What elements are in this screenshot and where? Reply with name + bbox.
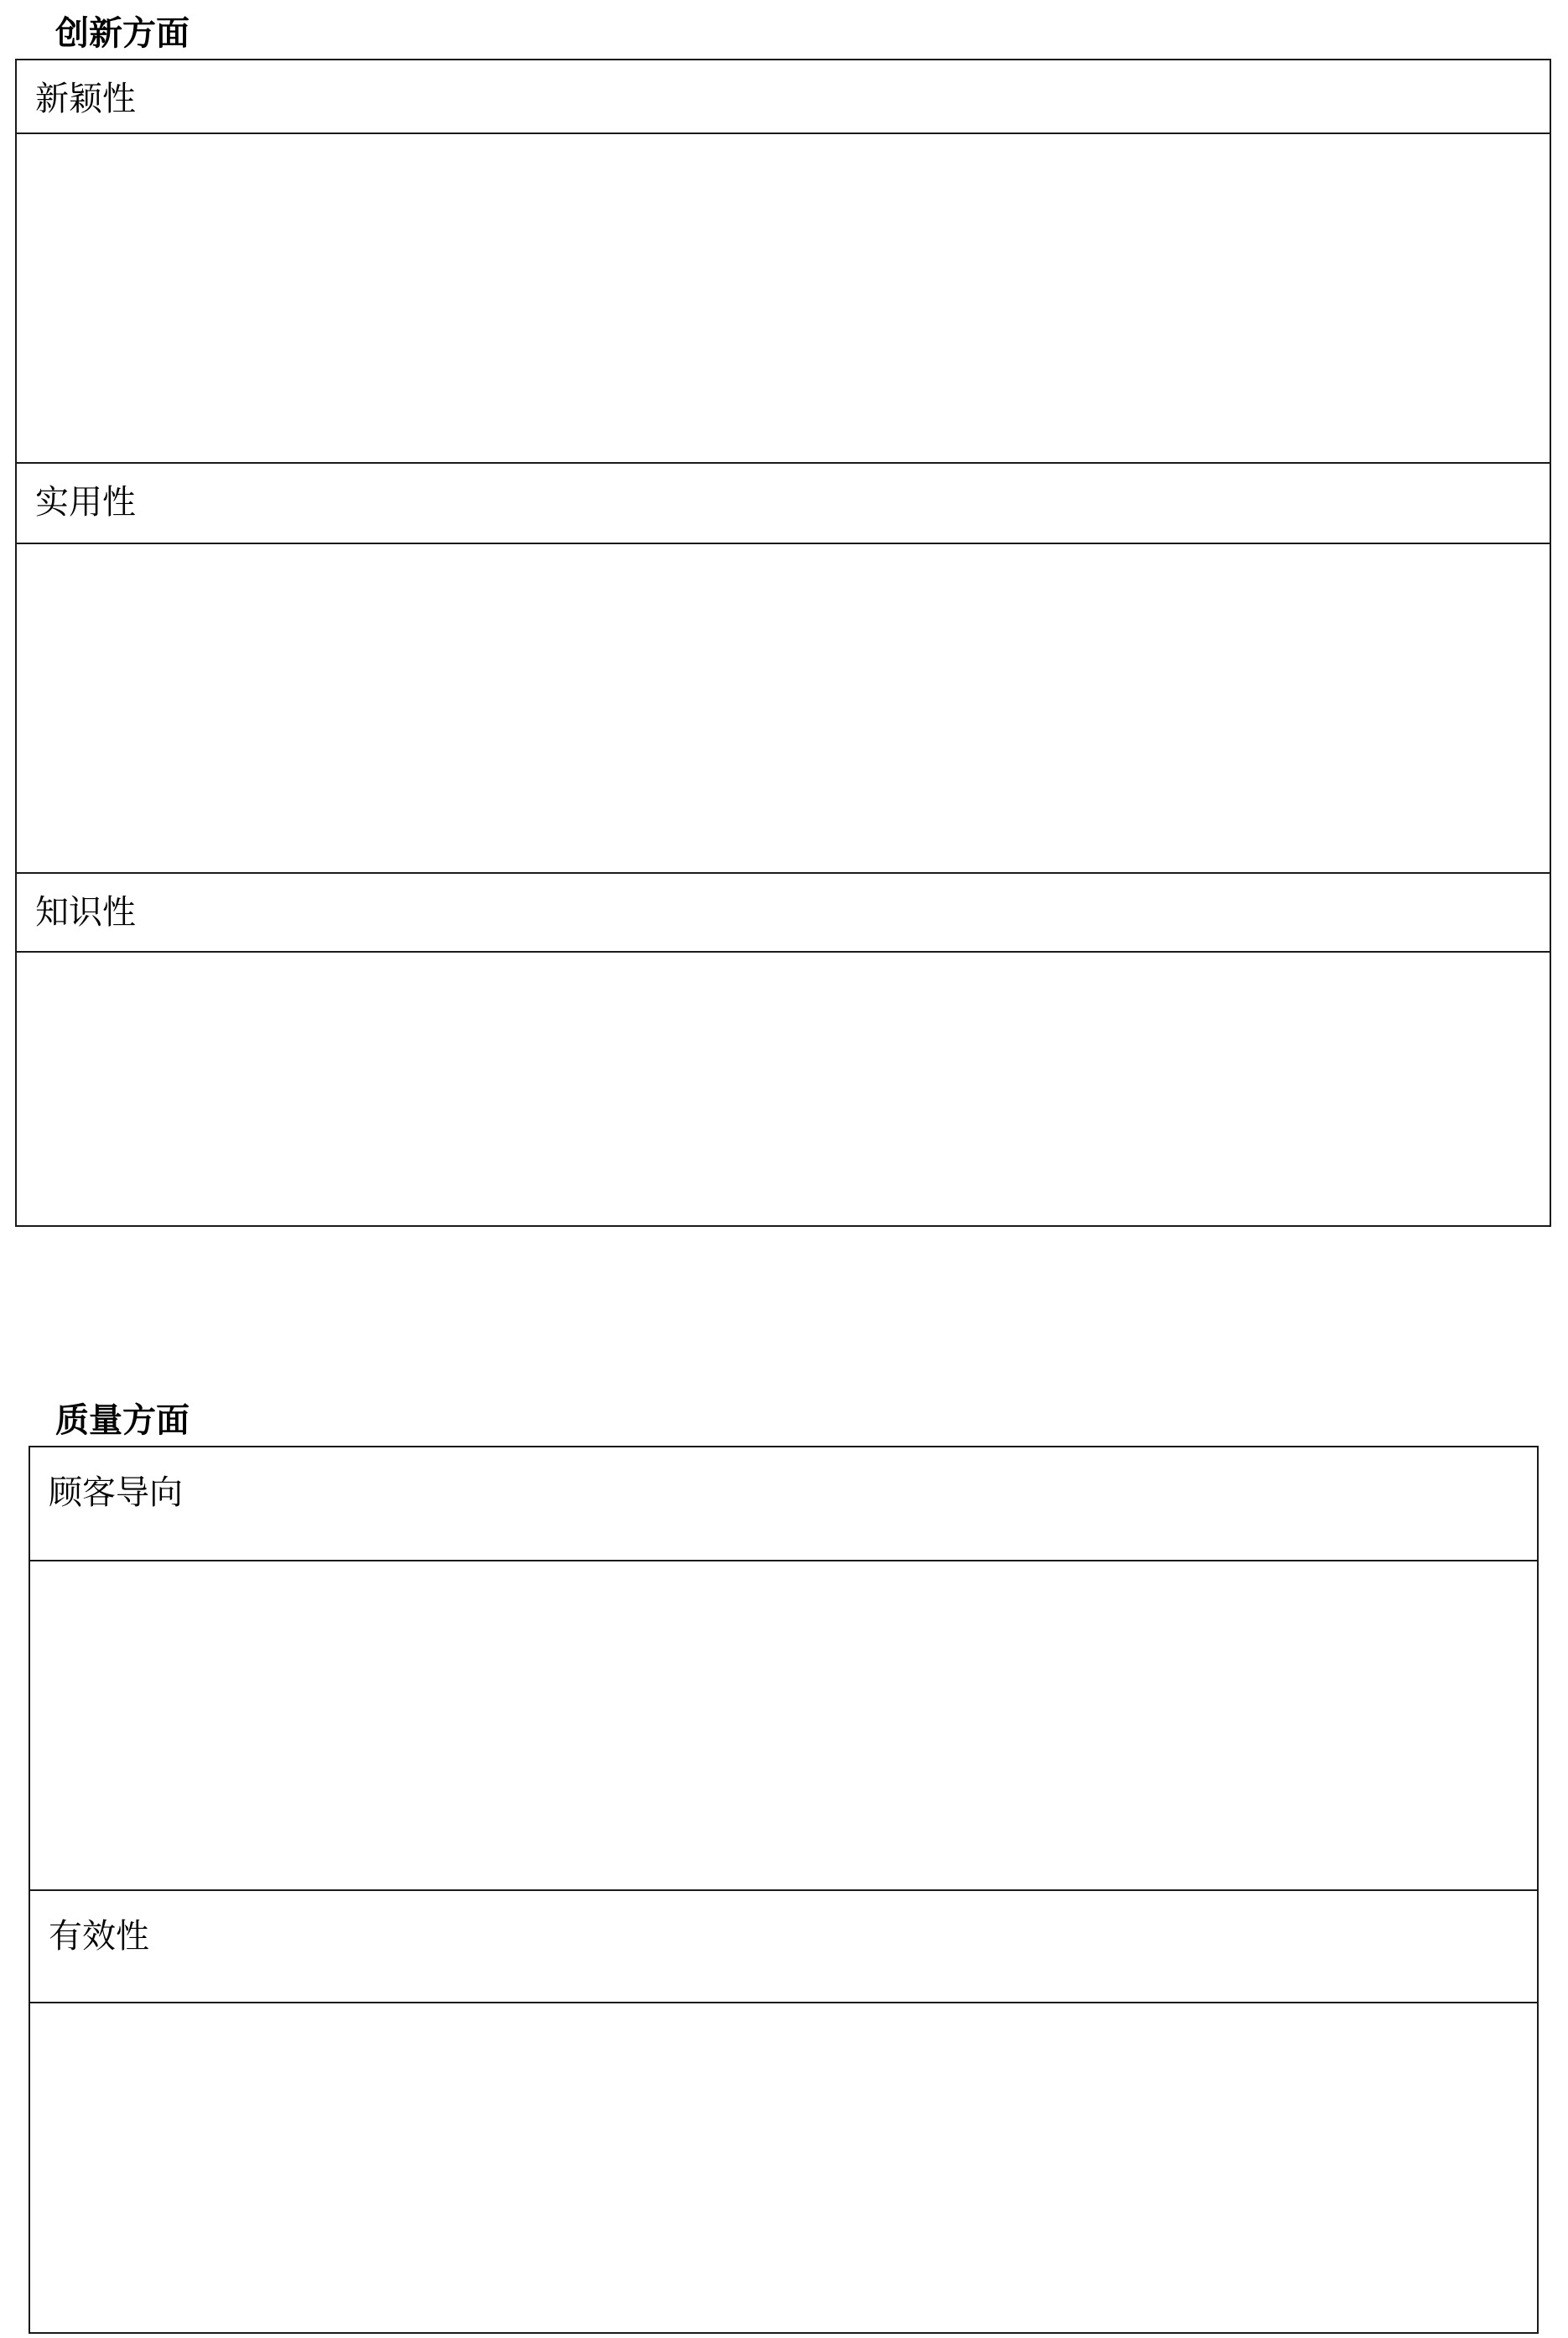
customer-orientation-label: 顾客导向 [49, 1473, 183, 1512]
practicality-label-row [17, 462, 1550, 543]
effectiveness-label: 有效性 [49, 1917, 149, 1956]
customer-orientation-label-row [30, 1447, 1537, 1560]
innovation-heading: 创新方面 [55, 13, 190, 53]
innovation-form [15, 59, 1551, 1227]
novelty-label: 新颖性 [35, 80, 136, 118]
knowledge-label: 知识性 [35, 893, 136, 932]
effectiveness-answer-area[interactable] [30, 2002, 1537, 2332]
practicality-label: 实用性 [35, 483, 136, 522]
quality-heading: 质量方面 [55, 1400, 190, 1440]
customer-orientation-answer-area[interactable] [30, 1560, 1537, 1889]
knowledge-label-row [17, 872, 1550, 951]
novelty-answer-area[interactable] [17, 132, 1550, 462]
effectiveness-label-row [30, 1889, 1537, 2002]
quality-form [29, 1446, 1539, 2334]
novelty-label-row [17, 60, 1550, 132]
practicality-answer-area[interactable] [17, 543, 1550, 872]
knowledge-answer-area[interactable] [17, 951, 1550, 1225]
